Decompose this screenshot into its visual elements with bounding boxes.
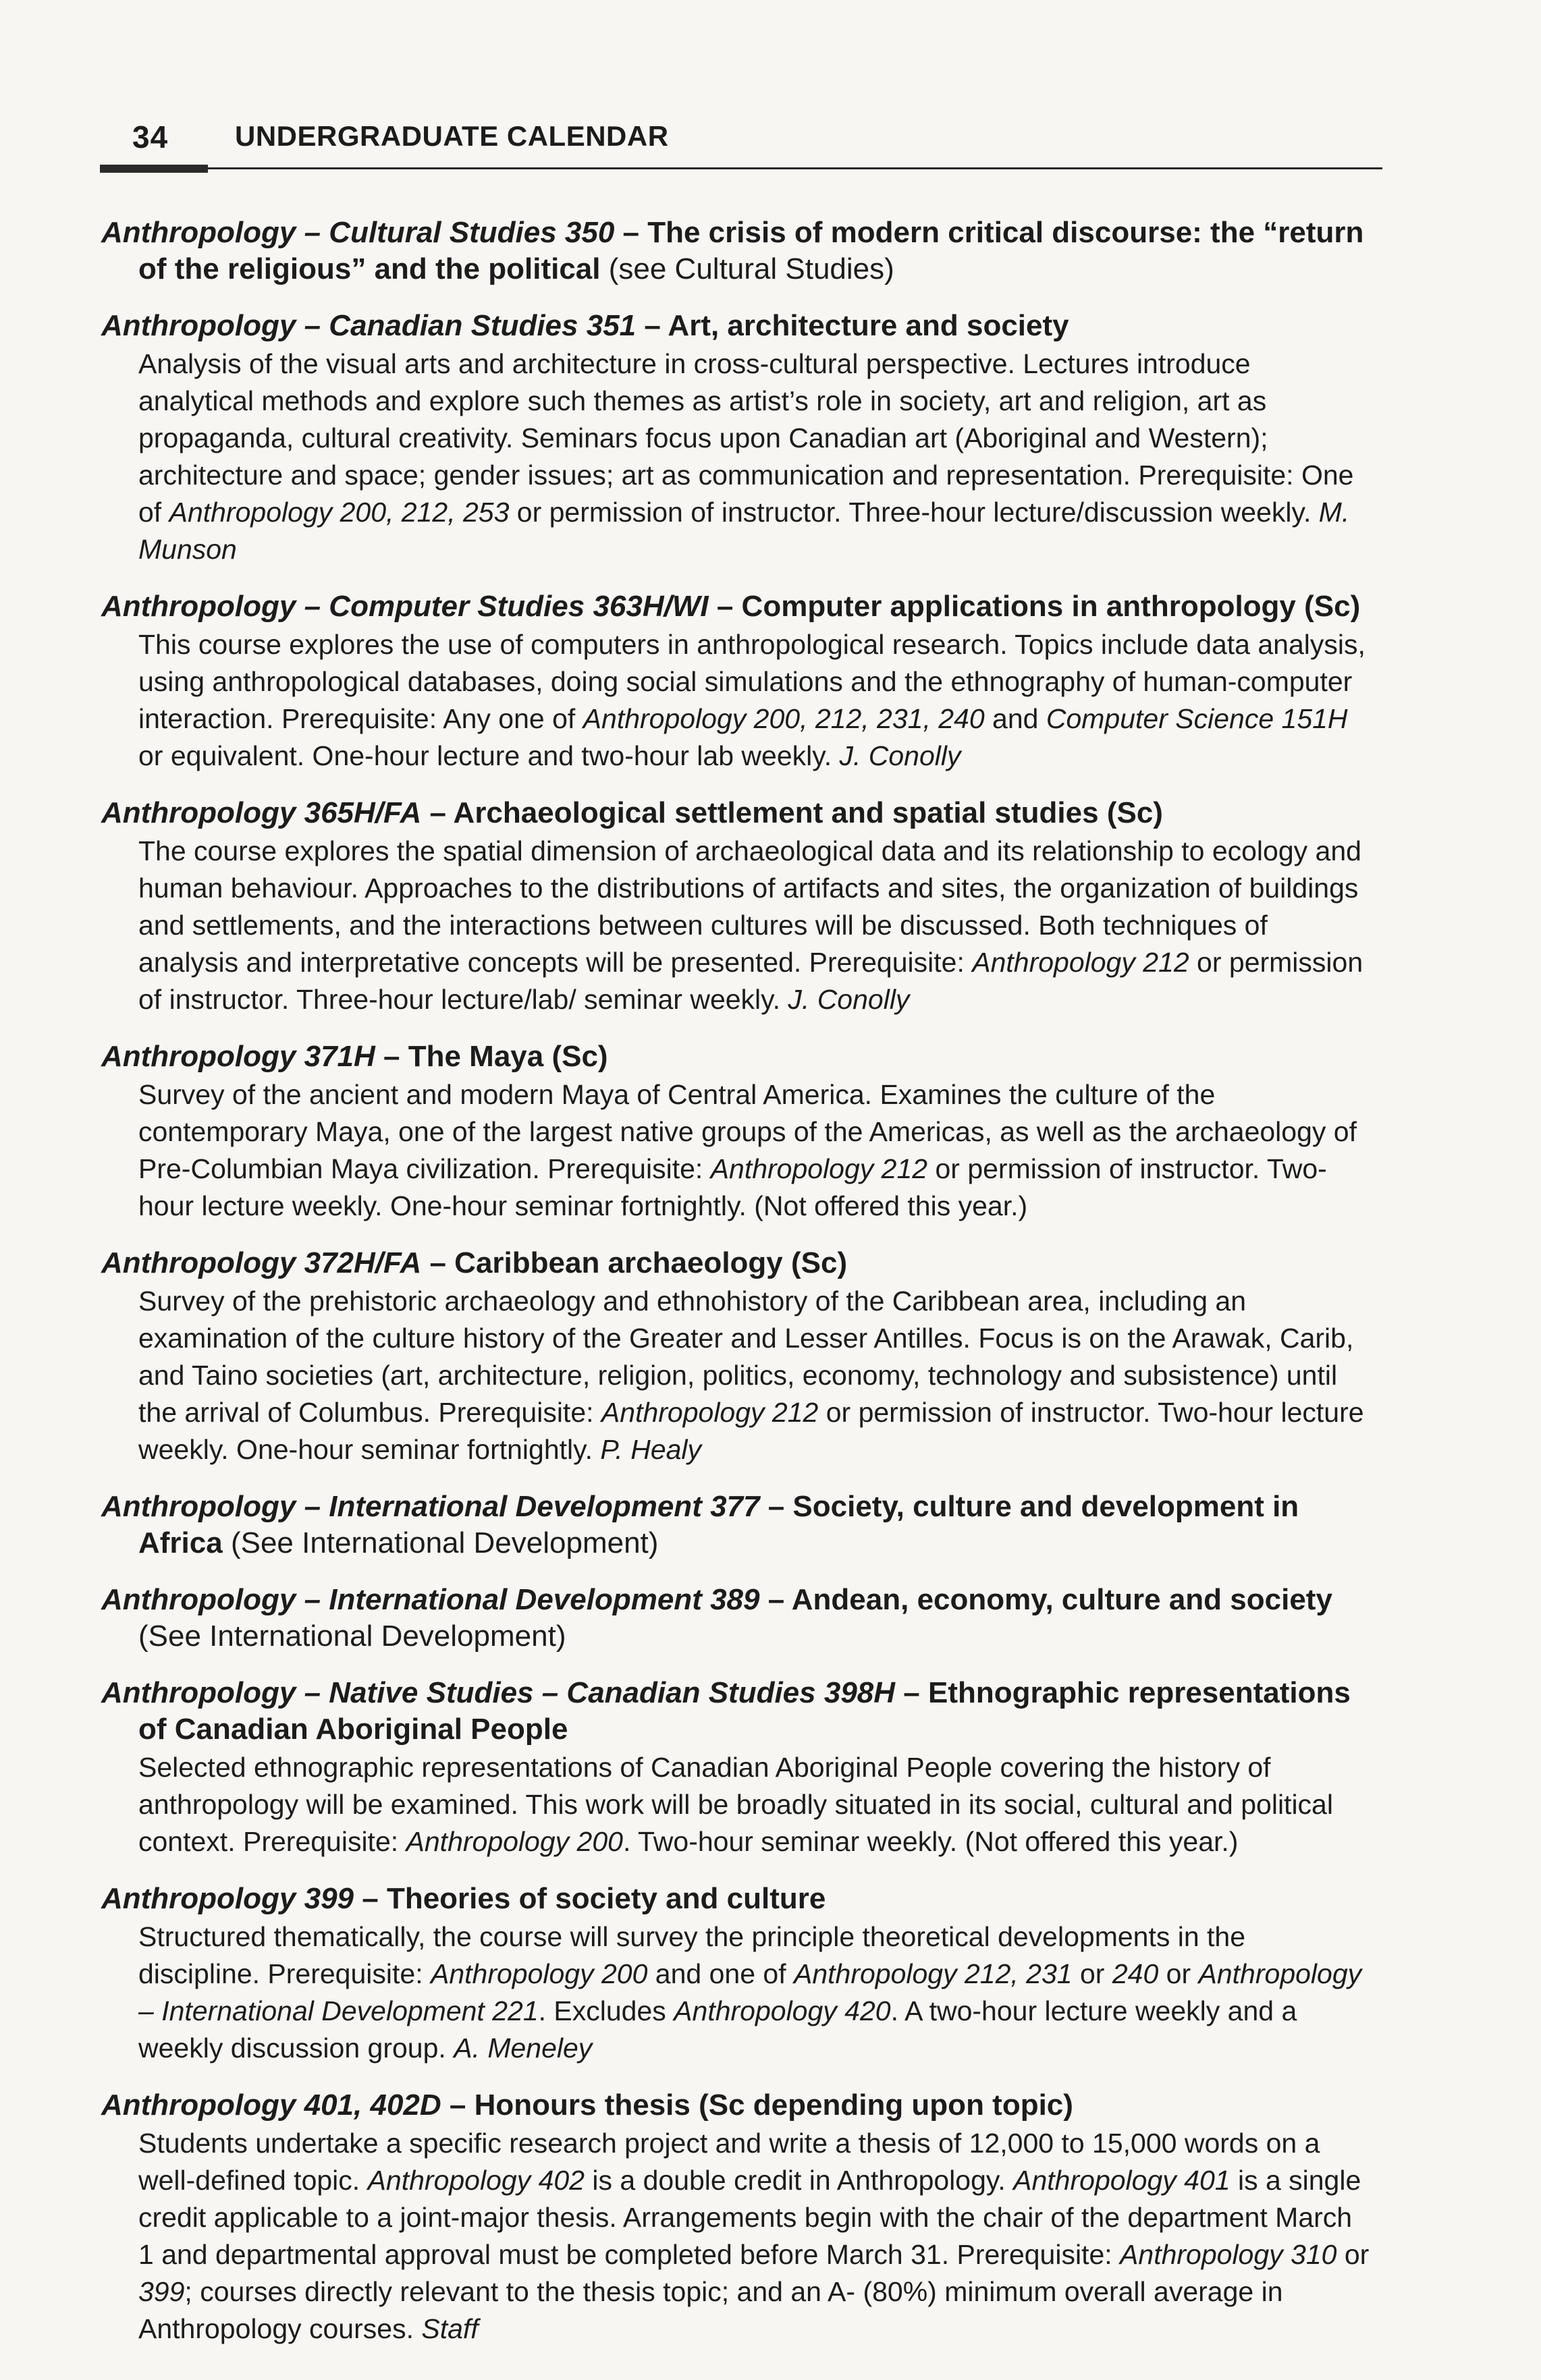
header-title: UNDERGRADUATE CALENDAR [235, 120, 669, 152]
course-heading [101, 1245, 1370, 1281]
course-title: – The Maya (Sc) [375, 1040, 608, 1073]
course-description: The course explores the spatial dimension of archaeological data and its relationship to ecology and human behaviour. Approaches to the distributions of artifacts and sites, the organization of buildings and settlements, and the interactions between cultures will be discussed. Both techniques of analysis and interpretative concepts will be presented. Prerequisite: Anthropology 212 or permission of instructor. Three-hour lecture/lab/ seminar weekly. J. Conolly [138, 835, 1363, 1015]
course-title: – Caribbean archaeology (Sc) [421, 1246, 848, 1279]
course-description: This course explores the use of computers in anthropological research. Topics include data analysis, using anthropological databases, doing social simulations and the ethnography of human-computer interaction. Prerequisite: Any one of Anthropology 200, 212, 231, 240 and Computer Science 151H or equivalent. One-hour lecture and two-hour lab weekly. J. Conolly [138, 629, 1366, 771]
course-heading [101, 1582, 1370, 1655]
page-header [100, 113, 1382, 174]
course-code: Anthropology 372H/FA [101, 1246, 422, 1279]
course-heading [101, 1489, 1370, 1561]
course-heading [101, 215, 1370, 287]
course-heading [101, 1039, 1370, 1075]
course-list [101, 215, 1370, 2368]
course-code: Anthropology – Native Studies – Canadian Studies 398H [101, 1676, 896, 1709]
course-code: Anthropology 399 [101, 1882, 354, 1915]
course-entry [101, 1039, 1370, 1225]
course-description: Analysis of the visual arts and architecture in cross-cultural perspective. Lectures introduce analytical methods and explore such themes as artist’s role in society, art and religion, art as propaganda, cultural creativity. Seminars focus upon Canadian art (Aboriginal and Western); architecture and space; gender issues; art as communication and representation. Prerequisite: One of Anthropology 200, 212, 253 or permission of instructor. Three-hour lecture/discussion weekly. M. Munson [138, 348, 1354, 565]
course-heading [101, 308, 1370, 344]
course-heading [101, 1881, 1370, 1917]
course-title: – The crisis of modern critical discourse: the “return of the religious” and the political [138, 216, 1364, 285]
course-cross-reference: (see Cultural Studies) [600, 252, 894, 285]
course-description: Survey of the ancient and modern Maya of Central America. Examines the culture of the contemporary Maya, one of the largest native groups of the Americas, as well as the archaeology of Pre-Columbian Maya civilization. Prerequisite: Anthropology 212 or permission of instructor. Two-hour lecture weekly. One-hour seminar fortnightly. (Not offered this year.) [138, 1079, 1357, 1221]
course-title: – Andean, economy, culture and society [759, 1583, 1332, 1616]
course-entry [101, 308, 1370, 568]
course-code: Anthropology 365H/FA [101, 796, 422, 829]
course-code: Anthropology – Cultural Studies 350 [101, 216, 615, 249]
course-entry [101, 588, 1370, 775]
course-title: – Society, culture and development in Africa [138, 1490, 1299, 1559]
course-heading [101, 588, 1370, 625]
course-entry [101, 1489, 1370, 1561]
course-heading [101, 2087, 1370, 2124]
course-code: Anthropology – Computer Studies 363H/WI [101, 590, 709, 623]
course-description: Survey of the prehistoric archaeology and ethnohistory of the Caribbean area, including an examination of the culture history of the Greater and Lesser Antilles. Focus is on the Arawak, Carib, and Taino societies (art, architecture, religion, politics, economy, technology and subsistence) until the arrival of Columbus. Prerequisite: Anthropology 212 or permission of instructor. Two-hour lecture weekly. One-hour seminar fortnightly. P. Healy [138, 1285, 1364, 1465]
course-title: – Theories of society and culture [354, 1882, 826, 1915]
course-code: Anthropology – International Development 389 [101, 1583, 760, 1616]
course-description: Structured thematically, the course will survey the principle theoretical developments in the discipline. Prerequisite: Anthropology 200 and one of Anthropology 212, 231 or 240 or Anthropology – International Development 221. Excludes Anthropology 420. A two-hour lecture weekly and a weekly discussion group. A. Meneley [138, 1921, 1362, 2064]
course-code: Anthropology 371H [101, 1040, 375, 1073]
course-title: – Archaeological settlement and spatial studies (Sc) [421, 796, 1163, 829]
course-code: Anthropology – International Development 377 [101, 1490, 760, 1523]
course-code: Anthropology 401, 402D [101, 2088, 441, 2122]
course-code: Anthropology – Canadian Studies 351 [101, 309, 637, 342]
course-entry [101, 795, 1370, 1018]
course-entry [101, 215, 1370, 287]
course-entry [101, 1582, 1370, 1655]
course-title: – Art, architecture and society [636, 309, 1069, 342]
course-entry [101, 1675, 1370, 1860]
course-heading [101, 795, 1370, 831]
header-rule [100, 167, 1382, 169]
course-cross-reference: (See International Development) [222, 1526, 659, 1559]
course-heading [101, 1675, 1370, 1748]
page-number: 34 [132, 119, 169, 155]
course-entry [101, 2087, 1370, 2348]
course-description: Students undertake a specific research project and write a thesis of 12,000 to 15,000 words on a well-defined topic. Anthropology 402 is a double credit in Anthropology. Anthropology 401 is a single credit applicable to a joint-major thesis. Arrangements begin with the chair of the department March 1 and departmental approval must be completed before March 31. Prerequisite: Anthropology 310 or 399; courses directly relevant to the thesis topic; and an A- (80%) minimum overall average in Anthropology courses. Staff [138, 2128, 1370, 2344]
course-entry [101, 1245, 1370, 1468]
course-cross-reference: (See International Development) [138, 1620, 566, 1653]
course-title: – Computer applications in anthropology (Sc) [708, 590, 1361, 623]
course-entry [101, 1881, 1370, 2067]
course-title: – Honours thesis (Sc depending upon topic) [441, 2088, 1073, 2122]
course-title: – Ethnographic representations of Canadian Aboriginal People [138, 1676, 1351, 1746]
course-description: Selected ethnographic representations of Canadian Aboriginal People covering the history of anthropology will be examined. This work will be broadly situated in its social, cultural and political context. Prerequisite: Anthropology 200. Two-hour seminar weekly. (Not offered this year.) [138, 1752, 1333, 1857]
